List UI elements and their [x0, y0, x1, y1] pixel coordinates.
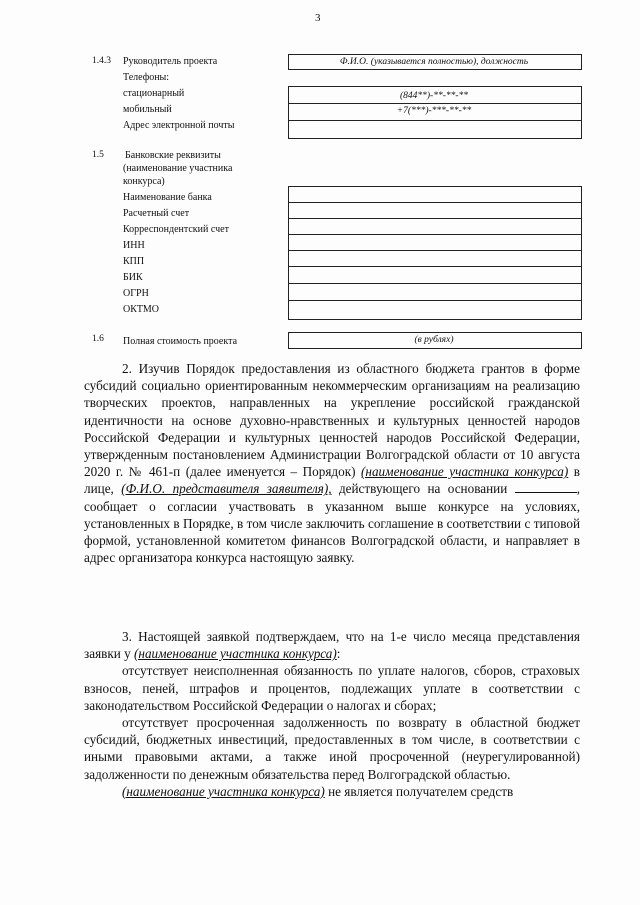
- para2-text: действующего на основании: [331, 481, 515, 497]
- para3-text: :: [336, 646, 341, 662]
- landline-label: стационарный: [123, 88, 185, 99]
- representative-name-placeholder: (Ф.И.О. представителя заявителя),: [121, 481, 332, 497]
- bank-row-divider: [288, 300, 581, 301]
- bank-details-title-2: (наименование участника: [123, 163, 233, 174]
- basis-blank-field[interactable]: [515, 480, 577, 493]
- para2-text: в лице,: [84, 464, 580, 497]
- para3-text: не является получателем средств: [324, 783, 514, 799]
- contacts-divider: [288, 103, 581, 104]
- total-cost-label: Полная стоимость проекта: [123, 336, 238, 347]
- contacts-divider: [288, 120, 581, 121]
- bank-field-label: ОКТМО: [123, 304, 159, 315]
- para3-item-1: отсутствует неисполненная обязанность по уплате налогов, сборов, страховых взносов, пеней, штрафов и процентов, подлежащих уплате в соответствии с законодательством Российской Федерации о налогах и сборах;: [84, 663, 580, 713]
- bank-field-label: КПП: [123, 256, 145, 267]
- bank-field-label: БИК: [123, 272, 143, 283]
- landline-value: (844**)-**-**-**: [399, 91, 469, 101]
- bank-row-divider: [288, 202, 581, 203]
- para2-text: , сообщает о согласии участвовать в указанном выше конкурсе на условиях, установленных в Порядке, в том числе заключить соглашение в соответствии с типовой формой, установленной комитетом финансов Волгоградской области, и направляет в адрес организатора конкурса настоящую заявку.: [84, 481, 580, 566]
- bank-row-divider: [288, 250, 581, 251]
- bank-row-divider: [288, 218, 581, 219]
- participant-name-placeholder: (наименование участника конкурса): [361, 464, 569, 480]
- para2-text: 2. Изучив Порядок предоставления из областного бюджета грантов в форме субсидий социально ориентированным некоммерческим организациям на реализацию творческих проектов, направленных на укрепление российской гражданской идентичности на основе духовно-нравственных и культурных ценностей народов Российской Федерации и культурных ценностей народов Российской Федерации, утвержденным постановлением Администрации Волгоградской области от 10 августа 2020 г. № 461-п (далее именуется – Порядок): [84, 361, 580, 480]
- project-head-value: Ф.И.О. (указывается полностью), должность: [339, 57, 529, 67]
- section-number-1-5: 1.5: [92, 150, 104, 160]
- bank-field-label: ИНН: [123, 240, 145, 251]
- bank-field-label: ОГРН: [123, 288, 149, 299]
- section-number-1-6: 1.6: [92, 334, 104, 344]
- bank-row-divider: [288, 234, 581, 235]
- page-number: 3: [315, 12, 321, 24]
- bank-field-label: Корреспондентский счет: [123, 224, 229, 235]
- para3-text: 3. Настоящей заявкой подтверждаем, что на 1-е число месяца представления заявки у: [84, 629, 580, 662]
- paragraph-3: [84, 628, 580, 800]
- section-number-1-4-3: 1.4.3: [92, 56, 111, 66]
- phones-label: Телефоны:: [123, 72, 170, 83]
- mobile-value: +7(***)-***-**-**: [396, 106, 472, 116]
- project-head-label: Руководитель проекта: [123, 56, 218, 67]
- paragraph-2: [84, 360, 580, 566]
- bank-row-divider: [288, 266, 581, 267]
- email-label: Адрес электронной почты: [123, 120, 235, 131]
- bank-field-label: Расчетный счет: [123, 208, 190, 219]
- participant-name-placeholder: (наименование участника конкурса): [122, 783, 325, 799]
- bank-field-label: Наименование банка: [123, 192, 212, 203]
- bank-details-title-3: конкурса): [123, 176, 165, 187]
- bank-row-divider: [288, 283, 581, 284]
- participant-name-placeholder: (наименование участника конкурса): [134, 646, 337, 662]
- bank-details-title: Банковские реквизиты: [125, 150, 221, 161]
- total-cost-value: (в рублях): [414, 335, 454, 345]
- para3-item-2: отсутствует просроченная задолженность по возврату в областной бюджет субсидий, бюджетных инвестиций, предоставленных в том числе, в соответствии с иными правовыми актами, а также иной просроченной (неурегулированной) задолженности по денежным обязательства перед Волгоградской областью.: [84, 715, 580, 782]
- mobile-label: мобильный: [123, 104, 172, 115]
